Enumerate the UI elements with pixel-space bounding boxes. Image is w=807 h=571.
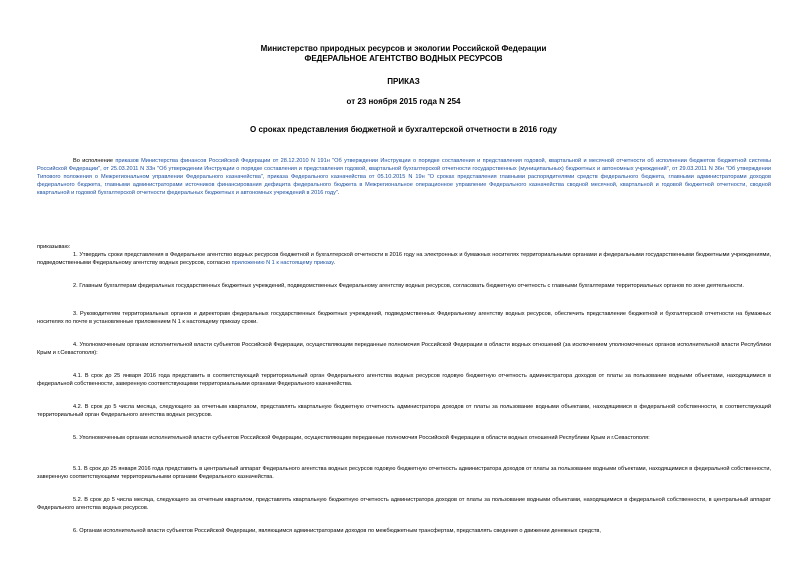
intro-tail: . bbox=[337, 190, 340, 196]
item-5: 5. Уполномоченным органам исполнительной власти субъектов Российской Федерации, осуществляющим переданные полномочия Российской Федерации в области водных отношений Республики Крым и г.Севастополя: bbox=[73, 435, 650, 441]
item-5-2: 5.2. В срок до 5 числа месяца, следующего за отчетным кварталом, представлять квартальную бюджетную отчетность администратора доходов от платы за пользование водными объектами, находящимися в федеральной собственности, в центральный аппарат Федерального агентства водных ресурсов. bbox=[37, 497, 771, 511]
item-1-tail: . bbox=[333, 260, 336, 266]
intro-paragraph bbox=[37, 157, 771, 197]
intro-link[interactable]: приказов Министерства финансов Российской Федерации от 28.12.2010 N 191н "Об утверждении Инструкции о порядке составления и представления годовой, квартальной и месячной отчетности об исполнении бюджетов бюджетной системы Российской Федерации", от 25.03.2011 N 33н "Об утверждении Инструкции о порядке составления и представления годовой, квартальной бухгалтерской отчетности государственных (муниципальных) бюджетных и автономных учреждений", от 29.03.2011 N 36н "Об утверждении Типового положения о Межрегиональном управлении Федерального казначейства", приказа Федерального казначейства от 05.10.2015 N 19н "О сроках представления главными распорядителями средств федерального бюджета, главными администраторами доходов федерального бюджета, главными администраторами источников финансирования дефицита федерального бюджета в Межрегиональное операционное управление Федерального казначейства сводной месячной, квартальной и годовой бюджетной отчетности, сводной квартальной и годовой бухгалтерской отчетности федеральных бюджетных и автономных учреждений в 2016 году" bbox=[37, 158, 771, 196]
item-5-1: 5.1. В срок до 25 января 2016 года представить в центральный аппарат Федерального агентства водных ресурсов годовую бюджетную отчетность администратора доходов от платы за пользование водными объектами, находящимися в федеральной собственности, заверенную соответствующими территориальными органами Федерального казначейства. bbox=[37, 466, 771, 480]
ministry-name: Министерство природных ресурсов и экологии Российской Федерации bbox=[260, 44, 547, 53]
item-4-1: 4.1. В срок до 25 января 2016 года представить в соответствующий территориальный орган Федерального агентства водных ресурсов годовую бюджетную отчетность администратора доходов от платы за пользование водными объектами, находящимися в федеральной собственности, заверенную соответствующими территориальными органами Федерального казначейства. bbox=[37, 373, 771, 387]
item-6: 6. Органам исполнительной власти субъектов Российской Федерации, являющимся администраторами доходов по межбюджетным трансфертам, представлять сведения о движении денежных средств, bbox=[73, 528, 601, 534]
document-type: ПРИКАЗ bbox=[387, 77, 420, 86]
item-1-lead: 1. Утвердить сроки представления в Федеральное агентство водных ресурсов бюджетной и бухгалтерской отчетности в 2016 году на электронных и бумажных носителях территориальными органами и федеральными государственными бюджетными учреждениями, подведомственными Федеральному агентству водных ресурсов, согласно bbox=[37, 252, 771, 266]
agency-name: ФЕДЕРАЛЬНОЕ АГЕНТСТВО ВОДНЫХ РЕСУРСОВ bbox=[304, 54, 503, 63]
document-title: О сроках представления бюджетной и бухгалтерской отчетности в 2016 году bbox=[250, 125, 557, 134]
document-date: от 23 ноября 2015 года N 254 bbox=[346, 97, 461, 106]
appendix-1-link[interactable]: приложению N 1 к настоящему приказу bbox=[231, 260, 334, 266]
item-2: 2. Главным бухгалтерам федеральных государственных бюджетных учреждений, подведомственных Федеральному агентству водных ресурсов, согласовать бюджетную отчетность с главными бухгалтерами территориальных органов по зоне деятельности. bbox=[73, 283, 744, 289]
intro-lead: Во исполнение bbox=[73, 158, 116, 164]
item-4-2: 4.2. В срок до 5 числа месяца, следующего за отчетным кварталом, представлять квартальную бюджетную отчетность администратора доходов от платы за пользование водными объектами, находящимися в федеральной собственности, в соответствующий территориальный орган Федерального агентства водных ресурсов. bbox=[37, 404, 771, 418]
item-4: 4. Уполномоченным органам исполнительной власти субъектов Российской Федерации, осуществляющим переданные полномочия Российской Федерации в области водных отношений (за исключением уполномоченных органов исполнительной власти Республики Крым и г.Севастополя): bbox=[37, 342, 771, 356]
item-1 bbox=[37, 251, 771, 267]
ordered-label: приказываю: bbox=[37, 243, 71, 250]
item-3: 3. Руководителям территориальных органов и директорам федеральных государственных бюджетных учреждений, подведомственных Федеральному агентству водных ресурсов, обеспечить представление бюджетной и бухгалтерской отчетности на бумажных носителях по почте в установленные приложением N 1 к настоящему приказу сроки. bbox=[37, 311, 771, 325]
